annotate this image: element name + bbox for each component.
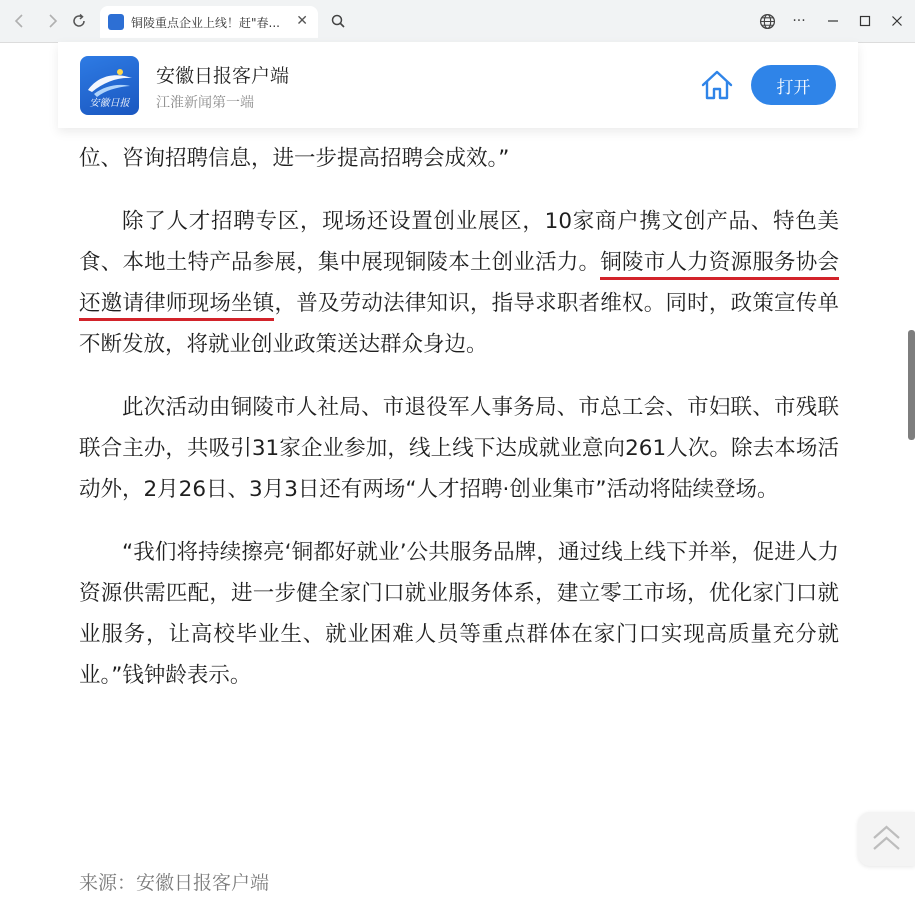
minimize-icon[interactable]: [820, 8, 846, 34]
article-body: [79, 108, 839, 718]
logo-text: 安徽日报: [89, 98, 130, 109]
paragraph-1-tail: 位、咨询招聘信息，进一步提高招聘会成效。”: [79, 146, 510, 171]
app-banner: [58, 42, 858, 128]
app-logo: [80, 56, 139, 115]
browser-toolbar: [0, 0, 915, 43]
browser-tab[interactable]: [100, 6, 318, 38]
paragraph-3: 此次活动由铜陵市人社局、市退役军人事务局、市总工会、市妇联、市残联联合主办，共吸引31家企业参加，线上线下达成就业意向261人次。除去本场活动外，2月26日、3月3日还有两场“人才招聘·创业集市”活动将陆续登场。: [79, 395, 839, 502]
paragraph-2-text: 除了人才招聘专区，现场还设置创业展区，10家商户携文创产品、特色美食、本地土特产品参展，集中展现铜陵本土创业活力。: [79, 209, 839, 275]
forward-icon[interactable]: [40, 9, 64, 33]
open-app-button[interactable]: 打开: [751, 65, 836, 105]
app-name: 安徽日报客户端: [156, 66, 290, 87]
favicon-icon: [108, 14, 124, 30]
maximize-icon[interactable]: [852, 8, 878, 34]
back-icon[interactable]: [8, 9, 32, 33]
paragraph-2: [79, 201, 839, 365]
window-close-icon[interactable]: [884, 8, 910, 34]
article-source: 来源：安徽日报客户端: [79, 872, 270, 894]
globe-icon[interactable]: [754, 8, 780, 34]
app-slogan: 江淮新闻第一端: [156, 95, 254, 111]
back-to-top-button[interactable]: [858, 812, 915, 866]
paragraph-4: “我们将持续擦亮‘铜都好就业’公共服务品牌，通过线上线下并举，促进人力资源供需匹配，进一步健全家门口就业服务体系，建立零工市场，优化家门口就业服务，让高校毕业生、就业困难人员等重点群体在家门口实现高质量充分就业。”钱钟龄表示。: [79, 540, 839, 688]
scrollbar-thumb[interactable]: [908, 330, 915, 440]
home-icon[interactable]: [698, 66, 736, 104]
close-icon[interactable]: ✕: [296, 13, 308, 29]
tab-title: 铜陵重点企业上线！赶"春...: [131, 15, 280, 30]
paragraph-2-text-end: ，普及劳动法律知识，指导求职者维权。同时，政策宣传单不断发放，将就业创业政策送达群众身边。: [79, 291, 839, 357]
more-icon[interactable]: ···: [792, 13, 806, 29]
reload-icon[interactable]: [67, 9, 91, 33]
chevron-up-icon: [858, 812, 915, 866]
search-icon[interactable]: [324, 8, 352, 34]
highlighted-text: 铜陵市人力资源服务协会还邀请律师现场坐镇: [79, 250, 839, 321]
